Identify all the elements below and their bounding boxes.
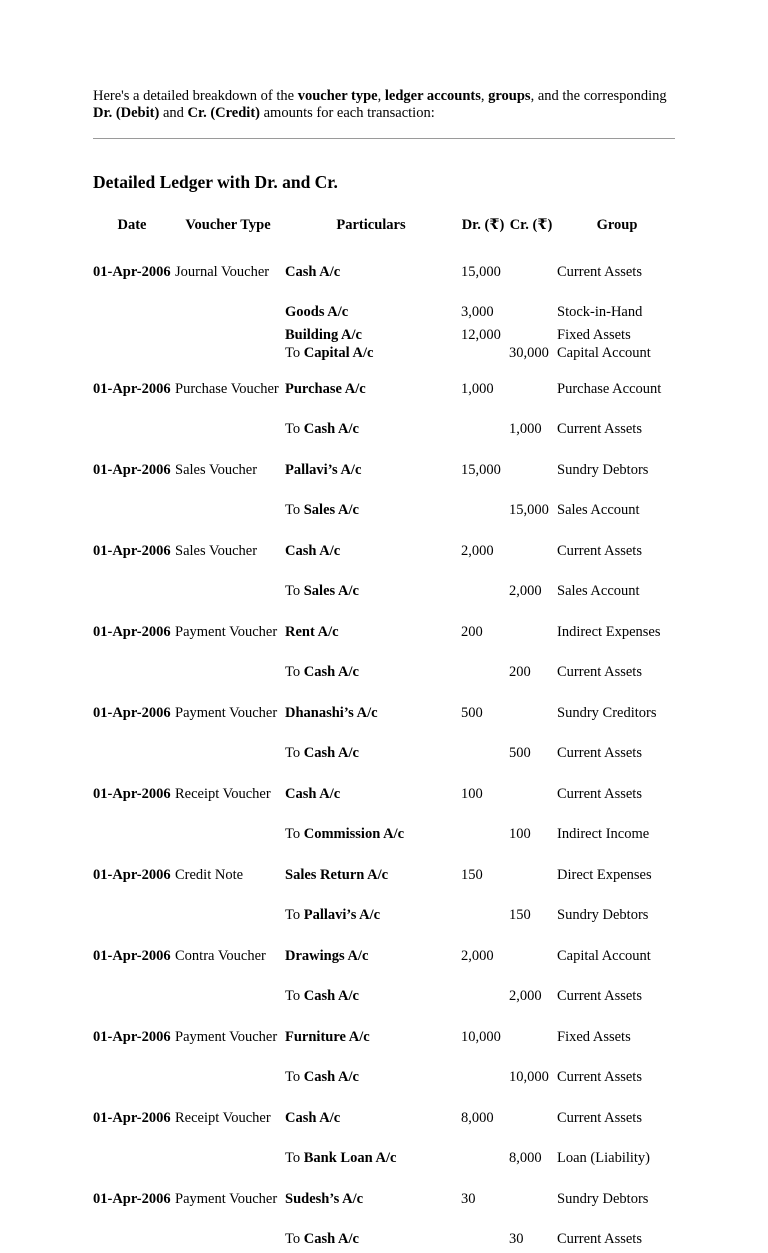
group-cell: Capital Account (557, 947, 651, 964)
header-row (91, 205, 679, 245)
group-cell: Stock-in-Hand (557, 304, 643, 321)
column-header-cr: Cr. (₹) (509, 216, 553, 233)
particulars-account: Pallavi’s A/c (285, 461, 362, 478)
group-cell: Current Assets (557, 745, 642, 762)
voucher-type-cell: Payment Voucher (175, 623, 278, 640)
particulars-cell (283, 443, 459, 497)
credit-amount-cell (507, 1091, 555, 1145)
date-cell (91, 902, 173, 929)
date-cell: 01-Apr-2006 (93, 947, 171, 964)
table-row (91, 929, 679, 983)
debit-amount-cell: 500 (461, 704, 483, 721)
table-row (91, 1064, 679, 1091)
credit-amount-cell (507, 686, 555, 740)
particulars-prefix: To (285, 583, 304, 600)
debit-amount-cell: 8,000 (461, 1109, 494, 1126)
credit-amount-cell (507, 299, 555, 326)
particulars-prefix: To (285, 502, 304, 519)
date-cell (91, 299, 173, 326)
credit-amount-cell: 10,000 (509, 1069, 549, 1086)
intro-text: Here's a detailed breakdown of the (93, 88, 298, 104)
voucher-type-cell: Payment Voucher (175, 1028, 278, 1045)
voucher-type-cell (173, 497, 283, 524)
debit-amount-cell: 15,000 (461, 263, 501, 280)
particulars-cell (283, 1145, 459, 1172)
particulars-cell (283, 1091, 459, 1145)
table-row (91, 524, 679, 578)
particulars-account: Cash A/c (303, 1231, 359, 1248)
group-cell: Current Assets (557, 263, 642, 280)
voucher-type-cell: Journal Voucher (175, 263, 270, 280)
group-cell: Sundry Debtors (557, 461, 649, 478)
group-cell: Sundry Debtors (557, 1190, 649, 1207)
particulars-account: Purchase A/c (285, 380, 366, 397)
voucher-type-cell (173, 578, 283, 605)
voucher-type-cell (173, 902, 283, 929)
voucher-type-cell: Sales Voucher (175, 542, 258, 559)
debit-amount-cell (459, 821, 507, 848)
table-row (91, 245, 679, 299)
voucher-type-cell: Payment Voucher (175, 704, 278, 721)
intro-bold-ledger-accounts: ledger accounts (384, 88, 481, 104)
group-cell: Current Assets (557, 664, 642, 681)
credit-amount-cell (507, 326, 555, 344)
table-row (91, 983, 679, 1010)
particulars-prefix: To (285, 745, 304, 762)
table-row (91, 902, 679, 929)
particulars-prefix: To (285, 344, 304, 361)
column-header-date: Date (117, 216, 147, 233)
date-cell (91, 578, 173, 605)
credit-amount-cell (507, 767, 555, 821)
column-header-voucher-type: Voucher Type (185, 216, 271, 233)
particulars-account: Cash A/c (285, 1109, 341, 1126)
date-cell: 01-Apr-2006 (93, 623, 171, 640)
voucher-type-cell (173, 983, 283, 1010)
debit-amount-cell (459, 497, 507, 524)
particulars-account: Sudesh’s A/c (285, 1190, 364, 1207)
intro-text: , (480, 88, 489, 104)
intro-text: , (377, 88, 385, 104)
voucher-type-cell: Sales Voucher (175, 461, 258, 478)
particulars-account: Dhanashi’s A/c (285, 704, 378, 721)
group-cell: Direct Expenses (557, 866, 652, 883)
particulars-account: Cash A/c (303, 988, 359, 1005)
date-cell: 01-Apr-2006 (93, 380, 171, 397)
intro-bold-voucher-type: voucher type (297, 88, 378, 104)
particulars-cell (283, 1010, 459, 1064)
date-cell: 01-Apr-2006 (93, 1109, 171, 1126)
particulars-cell (283, 497, 459, 524)
group-cell: Current Assets (557, 785, 642, 802)
voucher-type-cell (173, 1145, 283, 1172)
table-row (91, 848, 679, 902)
date-cell (91, 416, 173, 443)
date-cell: 01-Apr-2006 (93, 704, 171, 721)
intro-text: and (159, 104, 188, 121)
voucher-type-cell (173, 299, 283, 326)
table-row (91, 299, 679, 326)
debit-amount-cell: 3,000 (461, 304, 494, 321)
particulars-cell (283, 686, 459, 740)
debit-amount-cell (459, 1145, 507, 1172)
column-header-dr: Dr. (₹) (461, 216, 505, 233)
particulars-account: Drawings A/c (285, 947, 369, 964)
credit-amount-cell: 15,000 (509, 502, 549, 519)
particulars-cell (283, 299, 459, 326)
particulars-account: Commission A/c (303, 826, 405, 843)
particulars-account: Cash A/c (285, 785, 341, 802)
particulars-account: Cash A/c (303, 745, 359, 762)
group-cell: Purchase Account (557, 380, 662, 397)
debit-amount-cell: 1,000 (461, 380, 494, 397)
date-cell (91, 1226, 173, 1253)
intro-bold-debit: Dr. (Debit) (93, 104, 160, 121)
group-cell: Sundry Debtors (557, 907, 649, 924)
column-header-group: Group (596, 216, 638, 233)
debit-amount-cell (459, 983, 507, 1010)
particulars-cell (283, 659, 459, 686)
table-row (91, 362, 679, 416)
credit-amount-cell (507, 362, 555, 416)
debit-amount-cell: 100 (461, 785, 483, 802)
particulars-account: Sales A/c (303, 583, 359, 600)
debit-amount-cell: 15,000 (461, 461, 501, 478)
credit-amount-cell (507, 605, 555, 659)
particulars-account: Rent A/c (285, 623, 339, 640)
particulars-cell (283, 605, 459, 659)
credit-amount-cell (507, 1172, 555, 1226)
column-header-particulars: Particulars (336, 216, 406, 233)
table-row (91, 344, 679, 362)
group-cell: Current Assets (557, 542, 642, 559)
credit-amount-cell (507, 524, 555, 578)
debit-amount-cell: 150 (461, 866, 483, 883)
table-row (91, 1172, 679, 1226)
table-row (91, 821, 679, 848)
group-cell: Current Assets (557, 1109, 642, 1126)
particulars-cell (283, 767, 459, 821)
particulars-cell (283, 740, 459, 767)
particulars-cell (283, 362, 459, 416)
debit-amount-cell (459, 416, 507, 443)
horizontal-rule (93, 138, 675, 139)
voucher-type-cell (173, 344, 283, 362)
particulars-account: Building A/c (285, 326, 362, 343)
voucher-type-cell (173, 659, 283, 686)
table-row (91, 659, 679, 686)
particulars-account: Cash A/c (285, 263, 341, 280)
date-cell: 01-Apr-2006 (93, 866, 171, 883)
date-cell (91, 1064, 173, 1091)
date-cell (91, 344, 173, 362)
date-cell (91, 740, 173, 767)
voucher-type-cell: Receipt Voucher (175, 1109, 271, 1126)
group-cell: Fixed Assets (557, 1028, 631, 1045)
table-row (91, 740, 679, 767)
table-row (91, 686, 679, 740)
credit-amount-cell: 2,000 (509, 583, 542, 600)
particulars-account: Capital A/c (303, 344, 374, 361)
particulars-cell (283, 848, 459, 902)
credit-amount-cell (507, 1010, 555, 1064)
table-row (91, 497, 679, 524)
credit-amount-cell: 1,000 (509, 421, 542, 438)
credit-amount-cell (507, 245, 555, 299)
particulars-cell (283, 416, 459, 443)
intro-text: amounts for each transaction: (260, 104, 435, 121)
voucher-type-cell: Contra Voucher (175, 947, 266, 964)
intro-paragraph (93, 88, 683, 121)
voucher-type-cell: Payment Voucher (175, 1190, 278, 1207)
particulars-account: Pallavi’s A/c (303, 907, 381, 924)
ledger-body (91, 245, 679, 1253)
voucher-type-cell: Receipt Voucher (175, 785, 271, 802)
particulars-account: Cash A/c (303, 1069, 359, 1086)
credit-amount-cell: 8,000 (509, 1150, 542, 1167)
date-cell (91, 497, 173, 524)
table-row (91, 416, 679, 443)
debit-amount-cell: 12,000 (461, 326, 501, 343)
section-heading: Detailed Ledger with Dr. and Cr. (93, 172, 338, 192)
credit-amount-cell: 100 (509, 826, 531, 843)
group-cell: Sales Account (557, 502, 640, 519)
credit-amount-cell: 30 (509, 1231, 524, 1248)
date-cell (91, 326, 173, 344)
debit-amount-cell (459, 578, 507, 605)
ledger-table (91, 205, 679, 1253)
particulars-cell (283, 1172, 459, 1226)
particulars-cell (283, 578, 459, 605)
credit-amount-cell (507, 929, 555, 983)
particulars-cell (283, 344, 459, 362)
voucher-type-cell: Purchase Voucher (175, 380, 279, 397)
credit-amount-cell (507, 848, 555, 902)
group-cell: Fixed Assets (557, 326, 631, 343)
particulars-account: Cash A/c (303, 664, 359, 681)
credit-amount-cell: 2,000 (509, 988, 542, 1005)
particulars-account: Bank Loan A/c (303, 1150, 397, 1167)
particulars-account: Cash A/c (285, 542, 341, 559)
table-row (91, 443, 679, 497)
particulars-account: Sales Return A/c (285, 866, 389, 883)
particulars-prefix: To (285, 988, 304, 1005)
date-cell: 01-Apr-2006 (93, 542, 171, 559)
particulars-cell (283, 326, 459, 344)
table-row (91, 1226, 679, 1253)
voucher-type-cell: Credit Note (175, 866, 244, 883)
particulars-cell (283, 245, 459, 299)
table-row (91, 605, 679, 659)
date-cell (91, 821, 173, 848)
group-cell: Current Assets (557, 988, 642, 1005)
particulars-cell (283, 821, 459, 848)
date-cell: 01-Apr-2006 (93, 1028, 171, 1045)
intro-text: , and the corresponding (530, 88, 667, 104)
date-cell (91, 659, 173, 686)
credit-amount-cell: 200 (509, 664, 531, 681)
debit-amount-cell (459, 1064, 507, 1091)
voucher-type-cell (173, 740, 283, 767)
debit-amount-cell (459, 902, 507, 929)
table-row (91, 578, 679, 605)
voucher-type-cell (173, 1226, 283, 1253)
table-row (91, 1145, 679, 1172)
debit-amount-cell (459, 740, 507, 767)
voucher-type-cell (173, 326, 283, 344)
particulars-prefix: To (285, 907, 304, 924)
particulars-prefix: To (285, 1150, 304, 1167)
voucher-type-cell (173, 1064, 283, 1091)
date-cell (91, 983, 173, 1010)
credit-amount-cell: 150 (509, 907, 531, 924)
particulars-account: Goods A/c (285, 304, 349, 321)
date-cell: 01-Apr-2006 (93, 1190, 171, 1207)
particulars-cell (283, 902, 459, 929)
particulars-cell (283, 983, 459, 1010)
intro-bold-credit: Cr. (Credit) (187, 104, 260, 121)
group-cell: Indirect Income (557, 826, 650, 843)
particulars-prefix: To (285, 664, 304, 681)
particulars-prefix: To (285, 421, 304, 438)
debit-amount-cell (459, 659, 507, 686)
particulars-cell (283, 1226, 459, 1253)
group-cell: Current Assets (557, 421, 642, 438)
voucher-type-cell (173, 821, 283, 848)
debit-amount-cell: 2,000 (461, 947, 494, 964)
table-row (91, 1091, 679, 1145)
date-cell: 01-Apr-2006 (93, 461, 171, 478)
intro-bold-groups: groups (488, 88, 531, 104)
group-cell: Sales Account (557, 583, 640, 600)
particulars-prefix: To (285, 826, 304, 843)
table-row (91, 767, 679, 821)
debit-amount-cell: 2,000 (461, 542, 494, 559)
voucher-type-cell (173, 416, 283, 443)
group-cell: Sundry Creditors (557, 704, 657, 721)
credit-amount-cell: 500 (509, 745, 531, 762)
particulars-cell (283, 1064, 459, 1091)
credit-amount-cell: 30,000 (509, 344, 549, 361)
group-cell: Capital Account (557, 344, 651, 361)
table-row (91, 1010, 679, 1064)
particulars-account: Sales A/c (303, 502, 359, 519)
debit-amount-cell: 30 (461, 1190, 476, 1207)
date-cell (91, 1145, 173, 1172)
group-cell: Current Assets (557, 1069, 642, 1086)
particulars-prefix: To (285, 1231, 304, 1248)
table-row (91, 326, 679, 344)
credit-amount-cell (507, 443, 555, 497)
debit-amount-cell: 10,000 (461, 1028, 501, 1045)
particulars-account: Furniture A/c (285, 1028, 370, 1045)
debit-amount-cell (459, 344, 507, 362)
debit-amount-cell: 200 (461, 623, 483, 640)
date-cell: 01-Apr-2006 (93, 785, 171, 802)
particulars-prefix: To (285, 1069, 304, 1086)
particulars-cell (283, 929, 459, 983)
group-cell: Indirect Expenses (557, 623, 661, 640)
group-cell: Loan (Liability) (557, 1150, 651, 1167)
debit-amount-cell (459, 1226, 507, 1253)
group-cell: Current Assets (557, 1231, 642, 1248)
particulars-cell (283, 524, 459, 578)
particulars-account: Cash A/c (303, 421, 359, 438)
date-cell: 01-Apr-2006 (93, 263, 171, 280)
